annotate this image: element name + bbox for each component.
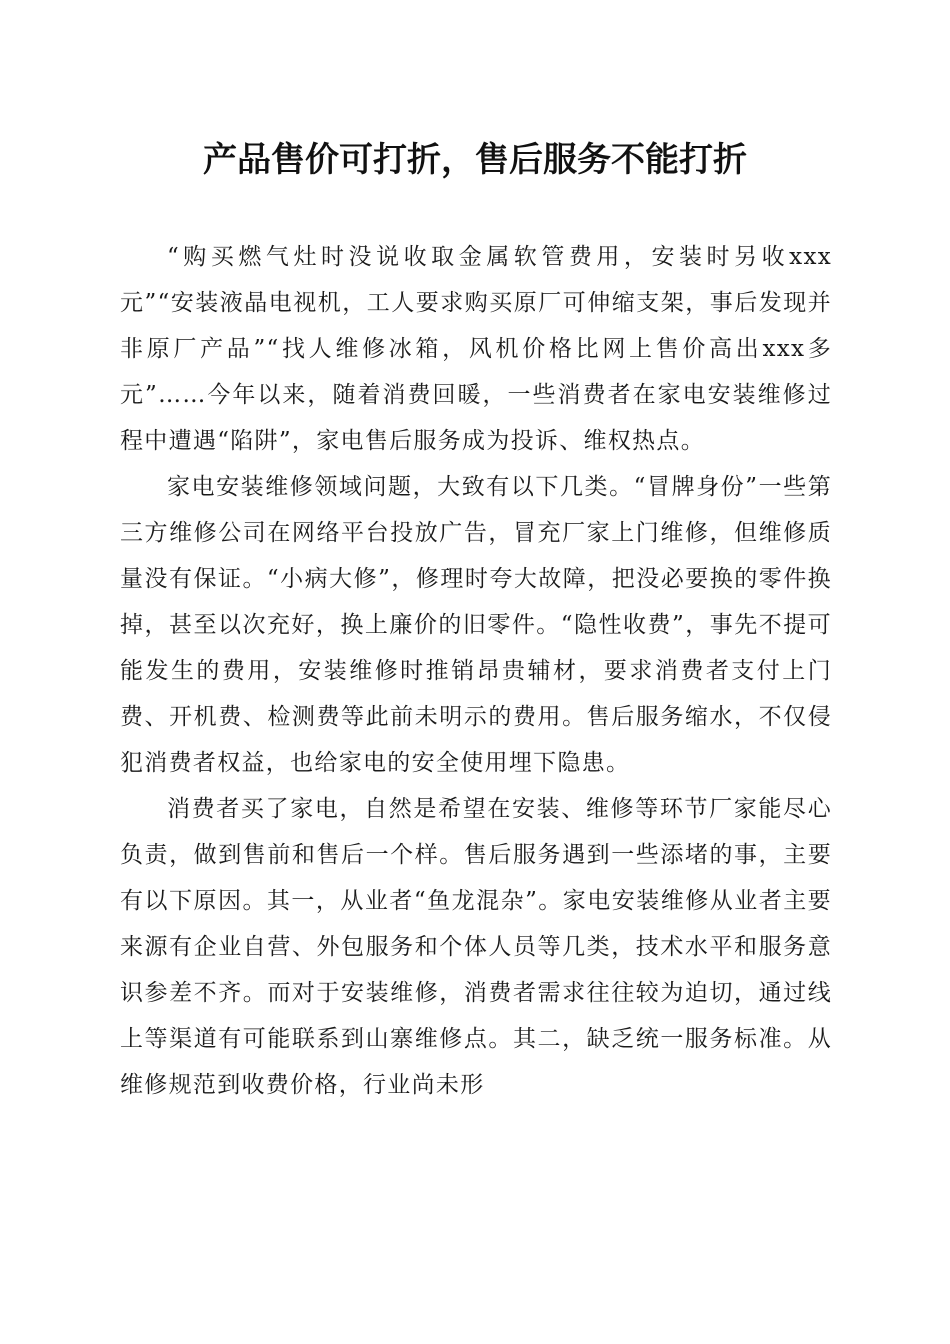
paragraph-1: “购买燃气灶时没说收取金属软管费用，安装时另收xxx元”“安装液晶电视机，工人要求购买原厂可伸缩支架，事后发现并非原厂产品”“找人维修冰箱，风机价格比网上售价高出xxx多元”……今年以来，随着消费回暖，一些消费者在家电安装维修过程中遭遇“陷阱”，家电售后服务成为投诉、维权热点。 (120, 244, 832, 454)
paragraph-2: 家电安装维修领域问题，大致有以下几类。“冒牌身份”一些第三方维修公司在网络平台投放广告，冒充厂家上门维修，但维修质量没有保证。“小病大修”，修理时夸大故障，把没必要换的零件换掉，甚至以次充好，换上廉价的旧零件。“隐性收费”，事先不提可能发生的费用，安装维修时推销昂贵辅材，要求消费者支付上门费、开机费、检测费等此前未明示的费用。售后服务缩水，不仅侵犯消费者权益，也给家电的安全使用埋下隐患。 (120, 474, 832, 776)
paragraph-3: 消费者买了家电，自然是希望在安装、维修等环节厂家能尽心负责，做到售前和售后一个样。售后服务遇到一些添堵的事，主要有以下原因。其一，从业者“鱼龙混杂”。家电安装维修从业者主要来源有企业自营、外包服务和个体人员等几类，技术水平和服务意识参差不齐。而对于安装维修，消费者需求往往较为迫切，通过线上等渠道有可能联系到山寨维修点。其二，缺乏统一服务标准。从维修规范到收费价格，行业尚未形 (120, 796, 832, 1098)
document-title: 产品售价可打折，售后服务不能打折 (203, 140, 747, 180)
document-body (120, 234, 832, 1108)
